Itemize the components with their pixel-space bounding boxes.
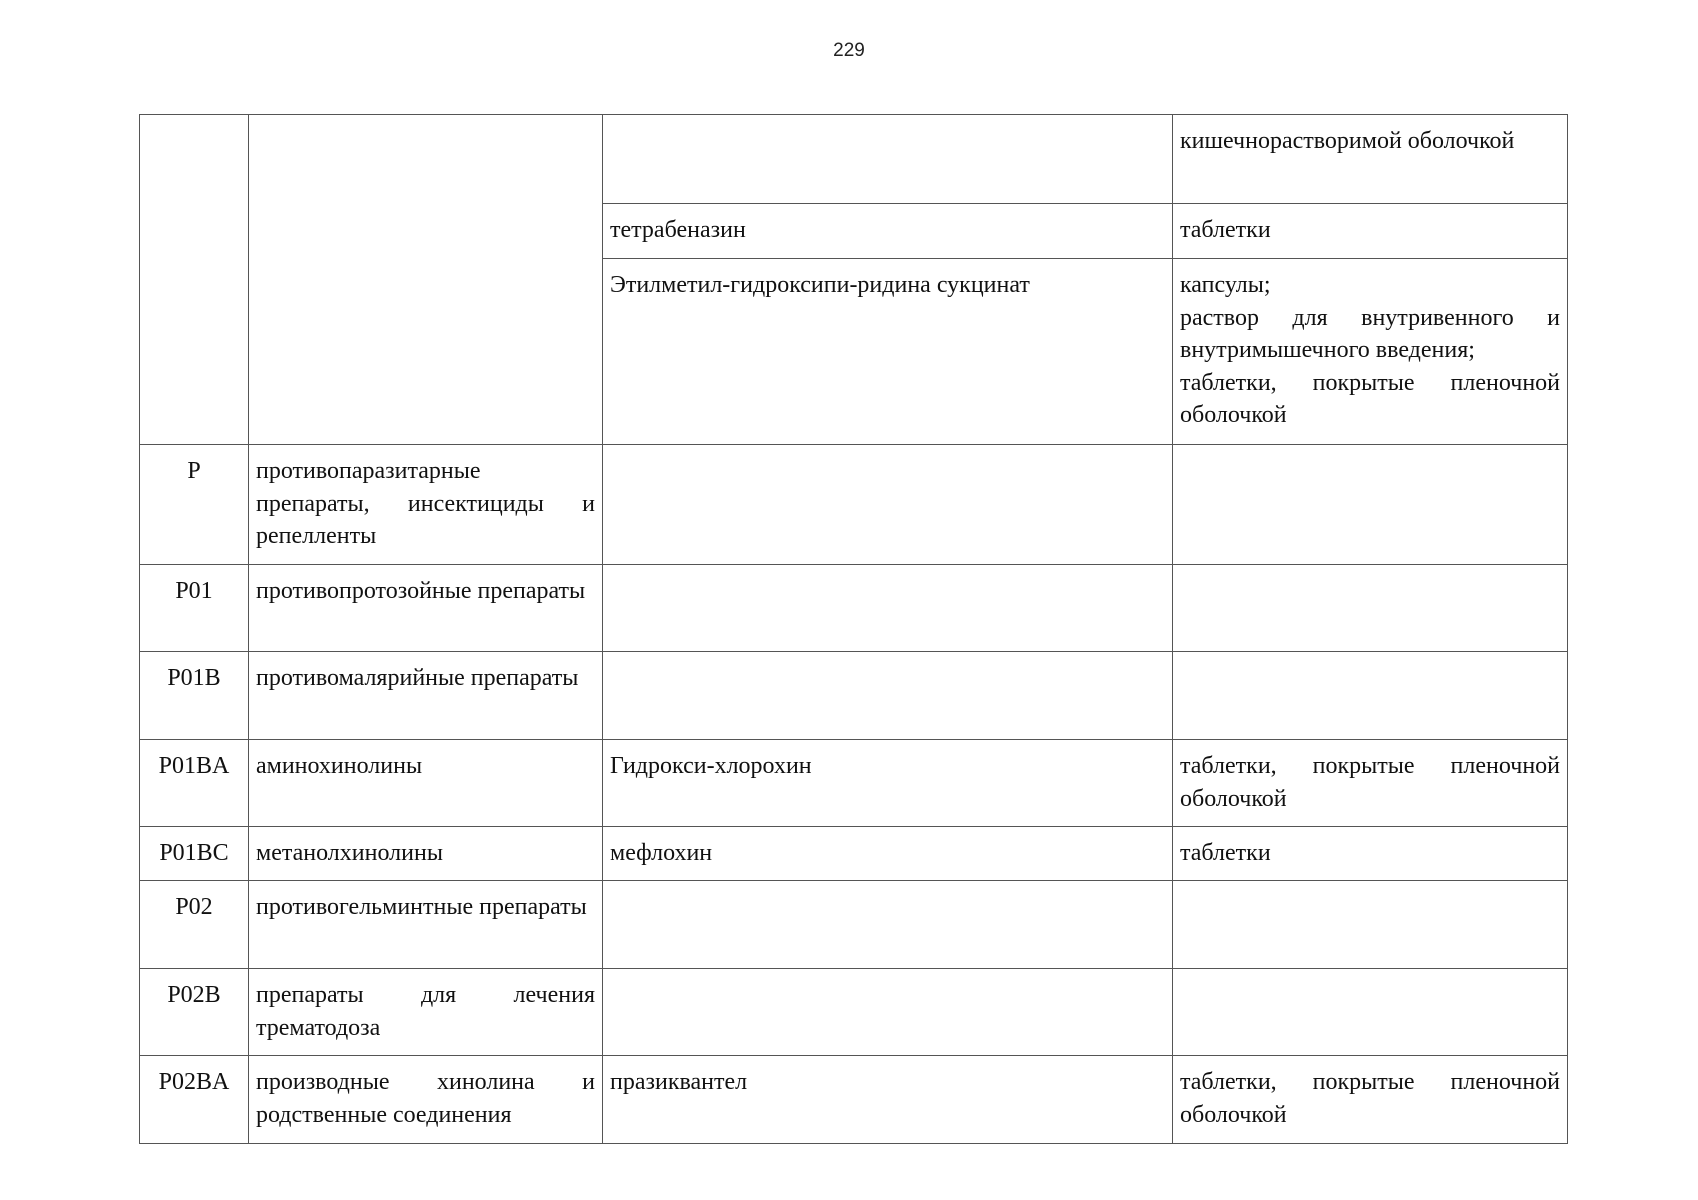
dosage-form-cell (1173, 881, 1568, 969)
table-row (140, 969, 1568, 1056)
table-row (140, 740, 1568, 827)
dosage-form-cell: кишечнорастворимой оболочкой (1173, 115, 1568, 204)
substance-cell: Этилметил-гидроксипи-ридина сукцинат (603, 259, 1173, 445)
dosage-form-cell (1173, 652, 1568, 740)
atc-code-cell: P02BA (140, 1056, 249, 1144)
group-cell: противопаразитарные препараты, инсектициды и репелленты (249, 445, 603, 565)
dosage-form-cell (1173, 969, 1568, 1056)
table-row (140, 565, 1568, 652)
dosage-form-cell (1173, 259, 1568, 445)
substance-cell: тетрабеназин (603, 204, 1173, 259)
dosage-form-line: раствор для внутривенного и внутримышечного введения; (1180, 304, 1560, 363)
substance-cell: мефлохин (603, 827, 1173, 881)
dosage-form-cell: таблетки, покрытые пленочной оболочкой (1173, 1056, 1568, 1144)
substance-cell (603, 565, 1173, 652)
group-cell: аминохинолины (249, 740, 603, 827)
substance-cell: Гидрокси-хлорохин (603, 740, 1173, 827)
group-cell: противопротозойные препараты (249, 565, 603, 652)
dosage-form-cell: таблетки (1173, 827, 1568, 881)
group-cell: метанолхинолины (249, 827, 603, 881)
table-row (140, 1056, 1568, 1144)
atc-code-cell: P01BA (140, 740, 249, 827)
atc-code-cell: P02B (140, 969, 249, 1056)
group-cell: противомалярийные препараты (249, 652, 603, 740)
dosage-form-cell (1173, 445, 1568, 565)
substance-cell (603, 652, 1173, 740)
table-row (140, 652, 1568, 740)
substance-cell (603, 969, 1173, 1056)
drug-table (139, 114, 1568, 1144)
dosage-form-cell (1173, 565, 1568, 652)
group-cell: противогельминтные препараты (249, 881, 603, 969)
atc-code-cell: P02 (140, 881, 249, 969)
table-row (140, 881, 1568, 969)
table-row (140, 827, 1568, 881)
dosage-form-cell: таблетки (1173, 204, 1568, 259)
group-cell (249, 115, 603, 445)
atc-code-cell: P01 (140, 565, 249, 652)
group-cell: производные хинолина и родственные соединения (249, 1056, 603, 1144)
atc-code-cell: P01B (140, 652, 249, 740)
table-row (140, 445, 1568, 565)
substance-cell (603, 881, 1173, 969)
table-row (140, 115, 1568, 204)
dosage-form-line: таблетки, покрытые пленочной оболочкой (1180, 369, 1560, 428)
substance-cell: празиквантел (603, 1056, 1173, 1144)
page-number: 229 (833, 40, 865, 61)
atc-code-cell: P01BC (140, 827, 249, 881)
substance-cell (603, 445, 1173, 565)
atc-code-cell: P (140, 445, 249, 565)
atc-code-cell (140, 115, 249, 445)
dosage-form-cell: таблетки, покрытые пленочной оболочкой (1173, 740, 1568, 827)
group-cell: препараты для лечения трематодоза (249, 969, 603, 1056)
substance-cell (603, 115, 1173, 204)
dosage-form-line: капсулы; (1180, 272, 1271, 298)
